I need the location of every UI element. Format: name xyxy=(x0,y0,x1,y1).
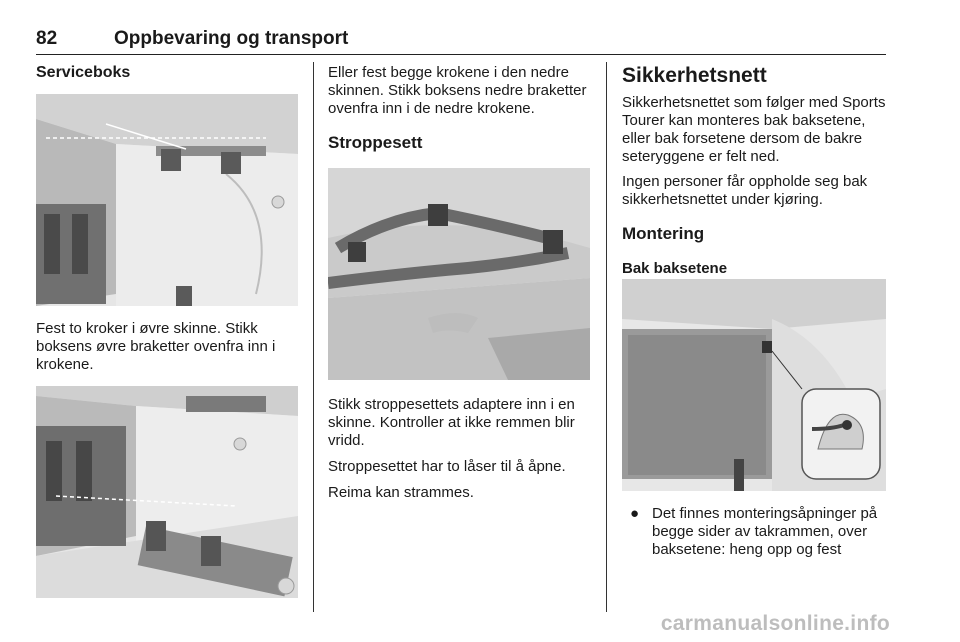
strap-kit-paragraph-3: Reima kan strammes. xyxy=(328,484,474,501)
bullet-icon: ● xyxy=(630,505,640,522)
safety-net-paragraph-1: Sikkerhetsnettet som følger med Sports Tourer kan monteres bak baksetene, eller bak forsetene dersom de bakre seteryggene er felt ned. xyxy=(622,94,886,165)
column-servicebox xyxy=(36,62,298,598)
figure-servicebox-lower-rail xyxy=(36,386,298,598)
column-divider xyxy=(313,62,314,612)
section-heading-stroppesett: Stroppesett xyxy=(328,133,423,152)
watermark: carmanualsonline.info xyxy=(660,612,890,635)
section-heading-sikkerhetsnett: Sikkerhetsnett xyxy=(622,64,767,87)
bullet-text: Det finnes monteringsåpninger på begge sider av takrammen, over baksetene: heng opp og fest xyxy=(652,505,878,558)
strap-kit-paragraph-1: Stikk stroppesettets adaptere inn i en skinne. Kontroller at ikke remmen blir vridd. xyxy=(328,396,575,449)
page-header xyxy=(36,26,886,55)
page-number: 82 xyxy=(36,28,58,49)
list-item xyxy=(622,505,886,559)
strap-kit-paragraph-2: Stroppesettet har to låser til å åpne. xyxy=(328,458,566,475)
column-safety-net xyxy=(622,62,886,559)
section-heading-serviceboks: Serviceboks xyxy=(36,64,131,81)
page-title: Oppbevaring og transport xyxy=(114,28,349,49)
column-strap-kit xyxy=(328,62,590,502)
figure-strap-kit xyxy=(328,168,590,380)
servicebox-lower-rail-text: Eller fest begge krokene i den nedre skinnen. Stikk boksens nedre braketter ovenfra inn i de nedre krokene. xyxy=(328,64,587,117)
servicebox-paragraph: Fest to kroker i øvre skinne. Stikk boksens øvre braketter ovenfra inn i krokene. xyxy=(36,320,276,373)
subheading-montering: Montering xyxy=(622,224,705,243)
column-divider xyxy=(606,62,607,612)
figure-safety-net-mounting xyxy=(622,279,886,491)
figure-servicebox-upper-rail xyxy=(36,94,298,306)
safety-net-paragraph-2: Ingen personer får oppholde seg bak sikkerhetsnettet under kjøring. xyxy=(622,173,868,208)
subheading-bak-baksetene: Bak baksetene xyxy=(622,260,728,277)
